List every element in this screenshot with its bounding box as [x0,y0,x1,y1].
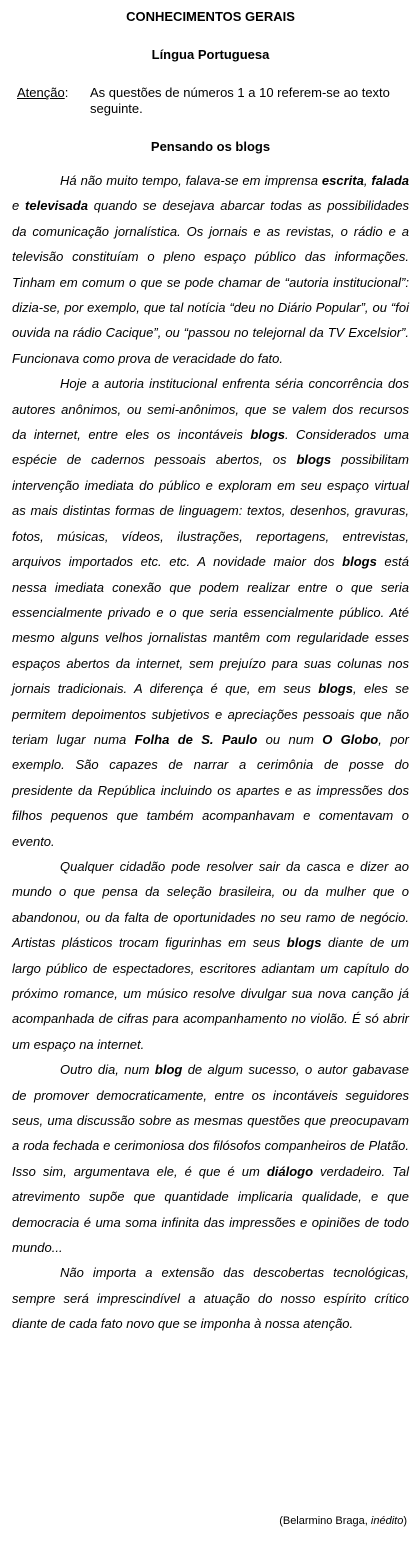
text-run: , eles se permitem depoimentos subjetivos e apreciações pessoais que não teriam lugar numa [12,681,409,747]
text-run: Qualquer cidadão pode resolver sair da casca e dizer ao mundo o que pensa da seleção brasileira, ou da mulher que o abandonou, ou da falta de oportunidades no seu ramo de negócio. Artistas plásticos trocam figurinhas em seus [12,858,409,951]
article-body [12,168,409,1337]
source-note: inédito [370,1515,404,1527]
text-run: ou num [257,731,323,747]
bold-run: blog [154,1062,183,1078]
notice-label-wrap [12,85,90,117]
article-paragraph [12,1057,409,1260]
notice-label-colon: : [64,85,69,100]
bold-run: blogs [296,452,332,468]
article-paragraph [12,1260,409,1336]
section-heading: CONHECIMENTOS GERAIS [126,9,295,24]
text-run: . Considerados uma espécie de cadernos pessoais abertos, os [12,427,409,468]
article-paragraph [12,168,409,371]
bold-run: Folha de S. Paulo [134,731,258,747]
source-author: (Belarmino Braga, [279,1515,371,1527]
bold-run: blogs [250,427,285,443]
text-run: e [12,198,26,214]
source-close: ) [403,1515,407,1527]
bold-run: blogs [318,681,353,697]
bold-run: diálogo [266,1163,314,1179]
article-paragraph [12,854,409,1057]
text-run: Não importa a extensão das descobertas tecnológicas, sempre será imprescindível a atuação do nosso espírito crítico diante de cada fato novo que se imponha à nossa atenção. [12,1265,409,1332]
text-run: quando se desejava abarcar todas as possibilidades da comunicação jornalística. Os jornais e as revistas, o rádio e a televisão constituíam o pleno espaço público das informações. Tinham em comum o que se pode chamar de “autoria institucional”: dizia-se, por exemplo, que tal notícia “deu no Diário Popular”, ou “foi ouvida na rádio Cacique”, ou “passou no telejornal da TV Excelsior”. Funcionava como prova de veracidade do fato. [12,198,410,366]
bold-run: falada [371,173,409,188]
article-source [279,1514,407,1528]
bold-run: blogs [342,554,377,570]
notice-label: Atenção [17,85,65,100]
text-run: Outro dia, num [60,1062,155,1078]
text-run: está nessa imediata conexão que podem realizar entre o que seria essencialmente privado e o que seria essencialmente público. Até mesmo alguns velhos jornalistas mantêm com regularidade esses espaços abertos da internet, sem prejuízo para suas colunas nos jornais tradicionais. A diferença é que, em seus [12,554,410,697]
text-run: possibilitam intervenção imediata do público e exploram em seu espaço virtual as mais distintas formas de linguagem: textos, desenhos, gravuras, fotos, músicas, vídeos, ilustrações, reportagens, entrevistas, arquivos importados etc. etc. A novidade maior dos [12,452,409,570]
article-paragraph [12,371,409,854]
article-title: Pensando os blogs [150,139,271,154]
notice-text: As questões de números 1 a 10 referem-se ao texto seguinte. [90,85,390,116]
text-run: , por exemplo. São capazes de narrar a cerimônia de posse do presidente da República incluindo os apartes e as impressões dos filhos pequenos que também acompanhavam e comentavam o evento. [12,731,409,849]
text-run: , [363,173,372,188]
bold-run: escrita [321,173,364,188]
notice [12,85,409,117]
text-run: diante de um largo público de espectadores, escritores adiantam um capítulo do próximo romance, um músico resolve divulgar sua nova canção já acompanhada de cifras para acompanhamento no violão. É só abrir um espaço na internet. [12,935,409,1052]
bold-run: blogs [286,935,322,951]
text-run: verdadeiro. Tal atrevimento supõe que quantidade implicaria qualidade, e que democracia é uma soma infinita das impressões e opiniões de todo mundo... [12,1163,409,1256]
text-run: Hoje a autoria institucional enfrenta séria concorrência dos autores anônimos, ou semi-anônimos, que se valem dos recursos da internet, entre eles os incontáveis [12,376,409,443]
text-run: Há não muito tempo, falava-se em imprensa [60,173,322,188]
text-run: de algum sucesso, o autor gabavase de promover democraticamente, entre os incontáveis seguidores seus, uma discussão sobre as mesmas questões que preocupavam a roda fechada e cerimoniosa dos filósofos companheiros de Platão. Isso sim, argumentava ele, é que é um [12,1062,409,1179]
bold-run: televisada [25,198,88,214]
subject-heading: Língua Portuguesa [151,47,270,62]
bold-run: O Globo [322,731,379,747]
